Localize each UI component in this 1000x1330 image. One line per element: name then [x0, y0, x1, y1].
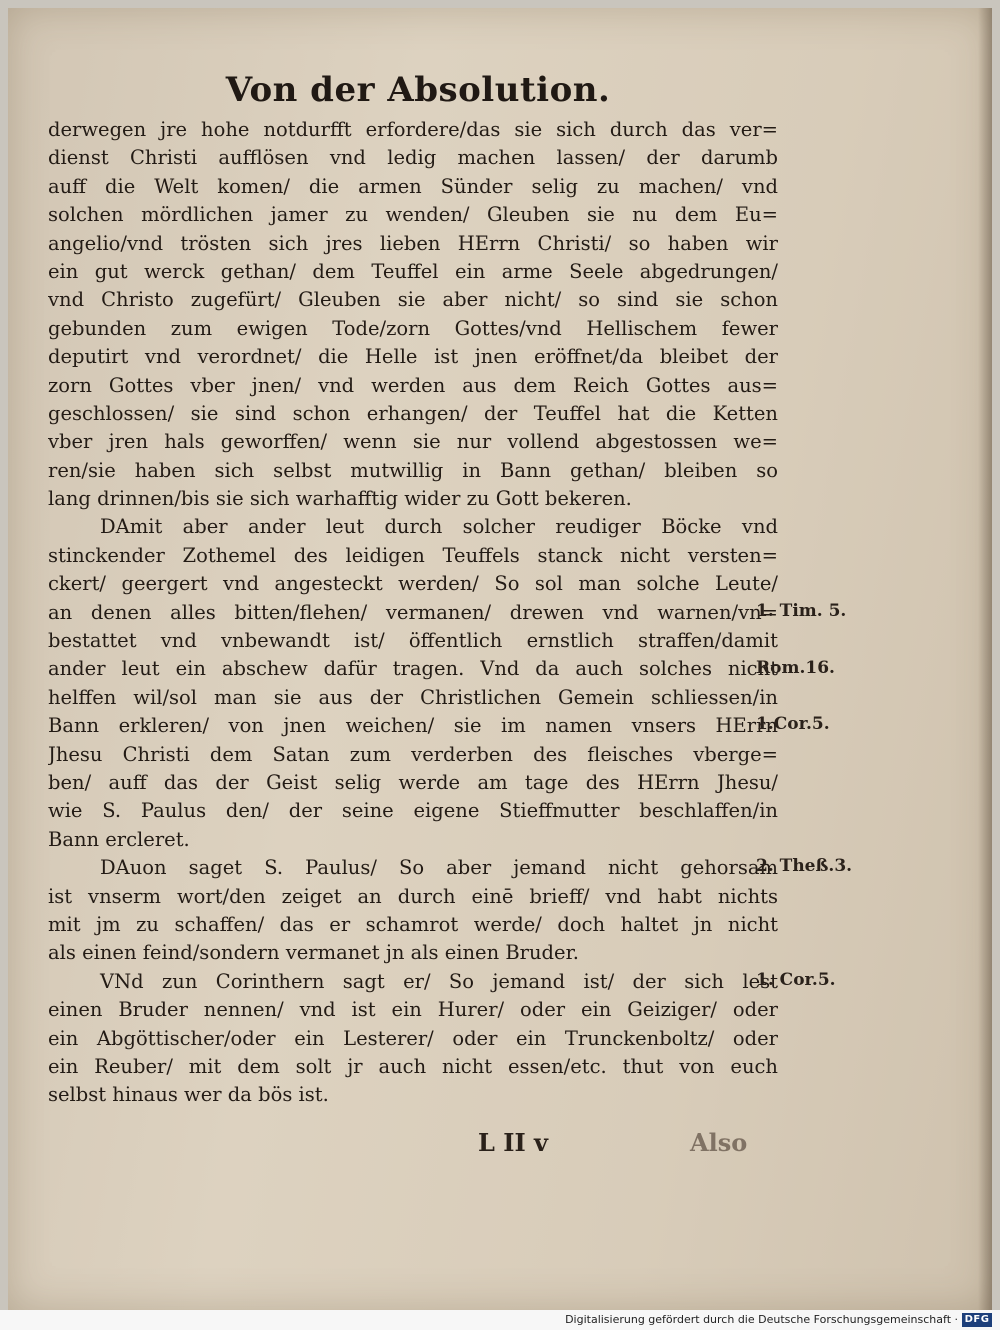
text-line: mit jm zu schaffen/ das er schamrot werde/ doch haltet jn nicht — [48, 912, 778, 936]
text-line: wie S. Paulus den/ der seine eigene Stieffmutter beschlaffen/in — [48, 799, 778, 823]
catchword: Also — [690, 1128, 748, 1157]
text-line: zorn Gottes vber jnen/ vnd werden aus dem Reich Gottes aus= — [48, 373, 778, 397]
text-line: ckert/ geergert vnd angesteckt werden/ So sol man solche Leute/ — [48, 572, 778, 596]
text-line: dienst Christi aufflösen vnd ledig machen lassen/ der darumb — [48, 146, 778, 170]
signature-line — [8, 1128, 992, 1168]
text-line: ben/ auff das der Geist selig werde am tage des HErrn Jhesu/ — [48, 770, 778, 794]
text-line: ander leut ein abschew dafür tragen. Vnd da auch solches nicht — [48, 657, 778, 681]
dfg-logo-icon: DFG — [962, 1313, 992, 1327]
text-line: DAmit aber ander leut durch solcher reudiger Böcke vnd — [100, 515, 778, 539]
text-line: vnd Christo zugefürt/ Gleuben sie aber nicht/ so sind sie schon — [48, 288, 778, 312]
text-line: ist vnserm wort/den zeiget an durch einē brieff/ vnd habt nichts — [48, 884, 778, 908]
running-head: Von der Absolution. — [225, 70, 611, 110]
text-line: selbst hinaus wer da bös ist. — [48, 1083, 329, 1107]
text-line: ein Reuber/ mit dem solt jr auch nicht essen/etc. thut von euch — [48, 1054, 778, 1078]
scanned-page — [8, 8, 992, 1310]
text-line: angelio/vnd trösten sich jres lieben HErrn Christi/ so haben wir — [48, 231, 778, 255]
text-line: ein gut werck gethan/ dem Teuffel ein arme Seele abgedrungen/ — [48, 259, 778, 283]
text-line: helffen wil/sol man sie aus der Christlichen Gemein schliessen/in — [48, 685, 778, 709]
text-line: geschlossen/ sie sind schon erhangen/ der Teuffel hat die Ketten — [48, 401, 778, 425]
margin-note: 1. Cor.5. — [756, 970, 836, 990]
dfg-credit-text: Digitalisierung gefördert durch die Deutsche Forschungsgemeinschaft · — [565, 1313, 958, 1326]
text-line: auff die Welt komen/ die armen Sünder selig zu machen/ vnd — [48, 174, 778, 198]
text-line: Jhesu Christi dem Satan zum verderben des fleisches vberge= — [48, 742, 778, 766]
text-line: deputirt vnd verordnet/ die Helle ist jnen eröffnet/da bleibet der — [48, 345, 778, 369]
text-line: VNd zun Corinthern sagt er/ So jemand ist/ der sich lest — [100, 969, 778, 993]
text-line: ren/sie haben sich selbst mutwillig in Bann gethan/ bleiben so — [48, 458, 778, 482]
page-edge-shadow — [978, 8, 992, 1310]
text-line: lang drinnen/bis sie sich warhafftig wider zu Gott bekeren. — [48, 487, 632, 511]
text-line: solchen mördlichen jamer zu wenden/ Gleuben sie nu dem Eu= — [48, 203, 778, 227]
margin-note: 1.Cor.5. — [756, 714, 830, 735]
text-line: einen Bruder nennen/ vnd ist ein Hurer/ oder ein Geiziger/ oder — [48, 998, 778, 1022]
footer-bar — [0, 1310, 1000, 1330]
body-text — [48, 116, 778, 1110]
signature-mark: L II v — [478, 1128, 548, 1157]
text-line: stinckender Zothemel des leidigen Teuffels stanck nicht versten= — [48, 543, 778, 567]
text-line: bestattet vnd vnbewandt ist/ öffentlich ernstlich straffen/damit — [48, 629, 778, 653]
margin-note: 2. Theß.3. — [756, 856, 853, 877]
text-line: vber jren hals geworffen/ wenn sie nur vollend abgestossen we= — [48, 430, 778, 454]
text-line: Bann erkleren/ von jnen weichen/ sie im namen vnsers HErrn — [48, 714, 778, 738]
text-line: Bann ercleret. — [48, 827, 190, 851]
margin-note: 1. Tim. 5. — [756, 600, 847, 621]
text-line: gebunden zum ewigen Tode/zorn Gottes/vnd Hellischem fewer — [48, 316, 778, 340]
text-line: als einen feind/sondern vermanet jn als einen Bruder. — [48, 941, 579, 965]
text-line: ein Abgöttischer/oder ein Lesterer/ oder ein Trunckenboltz/ oder — [48, 1026, 778, 1050]
margin-note: Rom.16. — [756, 657, 835, 678]
text-line: derwegen jre hohe notdurfft erfordere/das sie sich durch das ver= — [48, 118, 778, 141]
text-line: DAuon saget S. Paulus/ So aber jemand nicht gehorsam — [100, 856, 778, 880]
text-line: an denen alles bitten/flehen/ vermanen/ drewen vnd warnen/vn= — [48, 600, 778, 624]
